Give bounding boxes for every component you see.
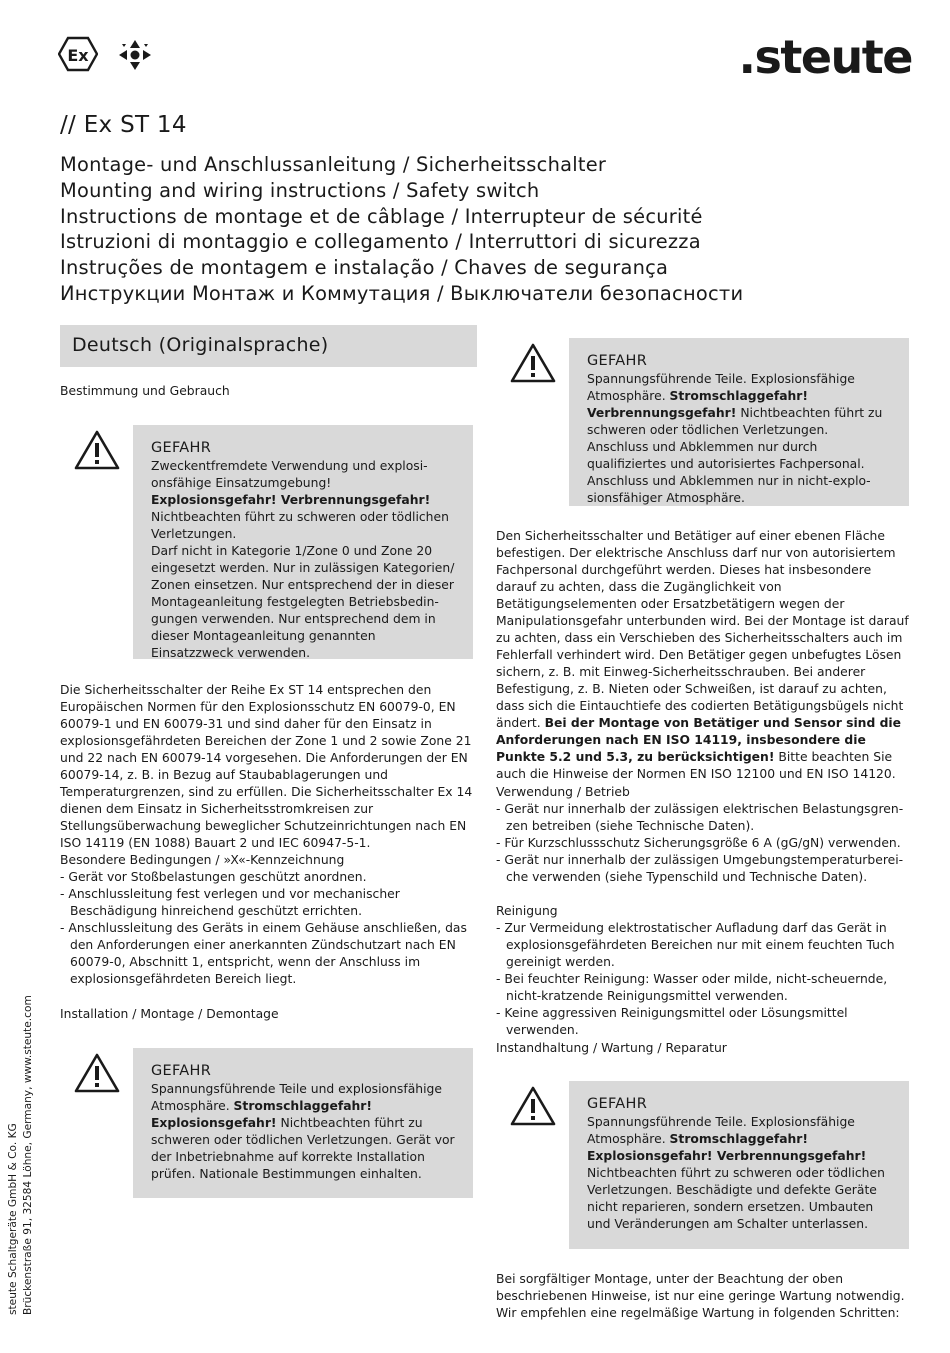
brand-logo: .steute: [738, 30, 912, 84]
list-item: - Keine aggressiven Reinigungsmittel oder Lösungsmittel verwenden.: [496, 1006, 848, 1037]
product-title: // Ex ST 14: [60, 112, 187, 138]
subtitle-fr: Instructions de montage et de câblage / Interrupteur de sécurité: [60, 204, 703, 228]
subtitle-ru: Инструкции Монтаж и Коммутация / Выключатели безопасности: [60, 281, 744, 305]
heading-special-conditions: Besondere Bedingungen / »X«-Kennzeichnung: [60, 853, 345, 867]
danger-emphasis: Stromschlaggefahr! Verbrennungsgefahr!: [587, 389, 809, 420]
company-address: [6, 995, 36, 1315]
danger-text: Spannungsführende Teile und explosionsfähige Atmosphäre.: [151, 1082, 442, 1113]
heading-use: Bestimmung und Gebrauch: [60, 384, 230, 398]
danger-title: GEFAHR: [151, 1063, 212, 1079]
heading-operation: Verwendung / Betrieb: [496, 785, 630, 799]
danger-title: GEFAHR: [587, 1096, 648, 1112]
list-item: - Für Kurzschlussschutz Sicherungsgröße 6 A (gG/gN) verwenden.: [496, 836, 901, 850]
danger-text: Spannungsführende Teile. Explosionsfähige Atmosphäre.: [587, 372, 855, 403]
paragraph-emphasis: Bei der Montage von Betätiger und Sensor sind die Anforderungen nach EN ISO 14119, insbesondere die Punkte 5.2 und 5.3, zu berücksichtigen!: [496, 716, 902, 764]
special-conditions-list: [60, 869, 478, 988]
danger-title: GEFAHR: [587, 353, 648, 369]
list-item: - Zur Vermeidung elektrostatischer Aufladung darf das Gerät in explosionsgefährdeten Bereichen nur mit einem feuchten Tuch gereinigt werden.: [496, 921, 895, 969]
danger-text: Darf nicht in Kategorie 1/Zone 0 und Zone 20 eingesetzt werden. Nur in zulässigen Kategorien/ Zonen einsetzen. Nur entsprechend der in dieser Montageanleitung festgelegten Betriebsbedingungen verwenden. Nur entsprechend dem in dieser Montageanleitung genannten Einsatzzweck verwenden.: [151, 544, 455, 660]
company-street: Brückenstraße 91, 32584 Löhne, Germany, www.steute.com: [22, 995, 34, 1315]
subtitle-en: Mounting and wiring instructions / Safety switch: [60, 178, 540, 202]
heading-cleaning: Reinigung: [496, 904, 558, 918]
operation-list: [496, 801, 914, 886]
list-item: - Bei feuchter Reinigung: Wasser oder milde, nicht-scheuernde, nicht-kratzende Reinigungsmittel verwenden.: [496, 972, 888, 1003]
danger-emphasis: Explosionsgefahr! Verbrennungsgefahr!: [151, 493, 431, 507]
paragraph-text: Den Sicherheitsschalter und Betätiger auf einer ebenen Fläche befestigen. Der elektrische Anschluss darf nur von autorisiertem Fachpersonal durchgeführt werden. Dieses hat insbesondere darauf zu achten, dass die Zugänglichkeit von Betätigungselementen oder Ersatzbetätigern wegen der Manipulationsgefahr unterbunden wird. Bei der Montage ist darauf zu achten, dass ein Verschieben des Sicherheitsschalters auch im Fehlerfall verhindert wird. Den Betätiger gegen unbefugtes Lösen sichern, z. B. mit Einweg-Sicherheitsschrauben. Bei anderer Befestigung, z. B. Nieten oder Schweißen, ist darauf zu achten, dass sich die Eintauchtiefe des codierten Betätigungsbügels nicht ändert.: [496, 529, 909, 730]
danger-text: Zweckentfremdete Verwendung und explosionsfähige Einsatzumgebung!: [151, 459, 428, 490]
danger-box-connection: [569, 338, 909, 506]
svg-text:Ex: Ex: [67, 46, 89, 65]
atex-icon: [116, 38, 154, 72]
list-item: - Anschlussleitung des Geräts in einem Gehäuse anschließen, das den Anforderungen einer anerkannten Zündschutzart nach EN 60079-0, Abschnitt 1, entspricht, wenn der Anschluss im explosionsgefährdeten Bereich liegt.: [60, 921, 467, 986]
heading-maintenance: Instandhaltung / Wartung / Reparatur: [496, 1041, 727, 1055]
document-subtitles: [60, 152, 900, 307]
paragraph-text: Bitte beachten Sie auch die Hinweise der Normen EN ISO 12100 und EN ISO 14120.: [496, 750, 896, 781]
cleaning-list: [496, 920, 914, 1039]
danger-text: Nichtbeachten führt zu schweren oder tödlichen Verletzungen. Gerät vor der Inbetriebnahme auf korrekte Installation prüfen. Nationale Bestimmungen einhalten.: [151, 1116, 455, 1181]
paragraph-norms: Die Sicherheitsschalter der Reihe Ex ST 14 entsprechen den Europäischen Normen für den Explosionsschutz EN 60079-0, EN 60079-1 und EN 60079-31 und sind daher für den Einsatz in explosionsgefährdeten Bereichen der Zone 1 und 2 sowie Zone 21 und 22 nach EN 60079-14 vorgesehen. Die Anforderungen der EN 60079-14, z. B. in Bezug auf Staubablagerungen und Temperaturgrenzen, sind zu erfüllen. Die Sicherheitsschalter Ex 14 dienen dem Einsatz in Sicherheitsstromkreisen zur Stellungsüberwachung beweglicher Schutzeinrichtungen nach EN ISO 14119 (EN 1088) Bauart 2 und IEC 60947-5-1.: [60, 683, 473, 850]
danger-box-maintenance: [569, 1081, 909, 1249]
danger-emphasis: Stromschlaggefahr! Explosionsgefahr!: [151, 1099, 373, 1130]
subtitle-pt: Instruções de montagem e instalação / Chaves de segurança: [60, 256, 669, 280]
list-item: - Gerät vor Stoßbelastungen geschützt anordnen.: [60, 870, 367, 884]
warning-triangle-icon: [510, 1086, 556, 1126]
danger-title: GEFAHR: [151, 440, 212, 456]
danger-box-use: [133, 425, 473, 659]
danger-emphasis: Stromschlaggefahr! Explosionsgefahr! Verbrennungsgefahr!: [587, 1132, 867, 1163]
danger-text: Nichtbeachten führt zu schweren oder tödlichen Verletzungen. Beschädigte und defekte Geräte nicht reparieren, sondern ersetzen. Umbauten und Veränderungen am Schalter unterlassen.: [587, 1166, 885, 1231]
subtitle-de: Montage- und Anschlussanleitung / Sicherheitsschalter: [60, 153, 607, 176]
danger-text: Nichtbeachten führt zu schweren oder tödlichen Verletzungen. Anschluss und Abklemmen nur durch qualifiziertes und autorisiertes Fachpersonal. Anschluss und Abklemmen nur in nicht-explosionsfähiger Atmosphäre.: [587, 406, 883, 505]
list-item: - Gerät nur innerhalb der zulässigen Umgebungstemperaturbereiche verwenden (siehe Typenschild und Technische Daten).: [496, 853, 904, 884]
danger-text: Nichtbeachten führt zu schweren oder tödlichen Verletzungen.: [151, 510, 449, 541]
list-item: - Gerät nur innerhalb der zulässigen elektrischen Belastungsgrenzen betreiben (siehe Technische Daten).: [496, 802, 904, 833]
warning-triangle-icon: [74, 1053, 120, 1093]
warning-triangle-icon: [74, 430, 120, 470]
danger-text: Spannungsführende Teile. Explosionsfähige Atmosphäre.: [587, 1115, 855, 1146]
language-bar: [60, 325, 477, 367]
warning-triangle-icon: [510, 343, 556, 383]
company-name: steute Schaltgeräte GmbH & Co. KG: [7, 1123, 19, 1315]
danger-box-installation: [133, 1048, 473, 1198]
heading-installation: Installation / Montage / Demontage: [60, 1007, 279, 1021]
paragraph-final: Bei sorgfältiger Montage, unter der Beachtung der oben beschriebenen Hinweise, ist nur eine geringe Wartung notwendig. Wir empfehlen eine regelmäßige Wartung in folgenden Schritten:: [496, 1272, 905, 1320]
ex-mark-icon: [58, 36, 98, 72]
subtitle-it: Istruzioni di montaggio e collegamento / Interruttori di sicurezza: [60, 230, 701, 254]
language-label: Deutsch (Originalsprache): [72, 334, 329, 356]
list-item: - Anschlussleitung fest verlegen und vor mechanischer Beschädigung hinreichend geschützt errichten.: [60, 887, 400, 918]
paragraph-mounting: [496, 528, 914, 783]
